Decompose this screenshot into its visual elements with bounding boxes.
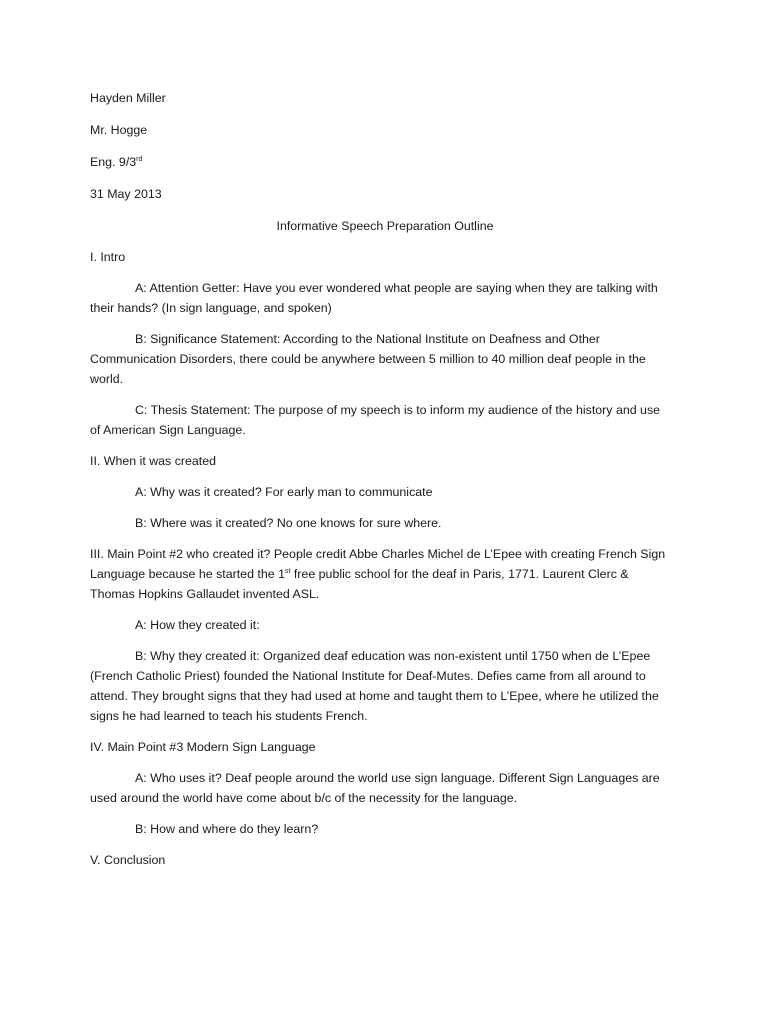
conclusion-heading: V. Conclusion xyxy=(90,853,166,867)
section-3-b-line: signs he had learned to teach his students French. xyxy=(90,709,368,723)
teacher-name: Mr. Hogge xyxy=(90,123,148,137)
section-3-point-a: A: How they created it: xyxy=(135,618,260,632)
section-4-point-a xyxy=(90,768,690,808)
section-3-line: III. Main Point #2 who created it? People credit Abbe Charles Michel de L’Epee with creating French Sign xyxy=(90,547,666,561)
section-3-b-line: attend. They brought signs that they had used at home and taught them to L’Epee, where he utilized the xyxy=(90,689,659,703)
section-3-line2-start: Language because he started the 1 xyxy=(90,567,285,581)
intro-b-line: B: Significance Statement: According to the National Institute on Deafness and Other xyxy=(135,332,600,346)
intro-c-line: of American Sign Language. xyxy=(90,423,246,437)
section-3-paragraph xyxy=(90,544,690,604)
intro-point-a xyxy=(90,278,690,318)
section-2-point-a: A: Why was it created? For early man to communicate xyxy=(135,485,433,499)
intro-a-line: A: Attention Getter: Have you ever wondered what people are saying when they are talking with xyxy=(135,281,658,295)
section-4-a-line: A: Who uses it? Deaf people around the world use sign language. Different Sign Languages are xyxy=(135,771,660,785)
section-3-line2-end: free public school for the deaf in Paris, 1771. Laurent Clerc & xyxy=(290,567,629,581)
course-label xyxy=(90,152,690,172)
section-3-line: Thomas Hopkins Gallaudet invented ASL. xyxy=(90,587,320,601)
intro-b-line: Communication Disorders, there could be anywhere between 5 million to 40 million deaf people in the xyxy=(90,352,646,366)
section-3-point-b xyxy=(90,646,690,726)
course-prefix: Eng. 9/3 xyxy=(90,155,137,169)
section-4-heading: IV. Main Point #3 Modern Sign Language xyxy=(90,740,316,754)
intro-point-b xyxy=(90,329,690,389)
document-date: 31 May 2013 xyxy=(90,187,162,201)
document-title: Informative Speech Preparation Outline xyxy=(276,219,494,233)
section-4-point-b: B: How and where do they learn? xyxy=(135,822,319,836)
intro-a-line: their hands? (In sign language, and spoken) xyxy=(90,301,332,315)
course-superscript: rd xyxy=(136,155,143,163)
section-4-a-line: used around the world have come about b/c of the necessity for the language. xyxy=(90,791,518,805)
intro-heading: I. Intro xyxy=(90,250,126,264)
section-2-heading: II. When it was created xyxy=(90,454,217,468)
ordinal-superscript: st xyxy=(284,567,291,575)
intro-point-c xyxy=(90,400,690,440)
document-page xyxy=(90,88,690,881)
intro-b-line: world. xyxy=(90,372,124,386)
intro-c-line: C: Thesis Statement: The purpose of my speech is to inform my audience of the history and use xyxy=(135,403,661,417)
section-3-b-line: (French Catholic Priest) founded the National Institute for Deaf-Mutes. Defies came from all around to xyxy=(90,669,646,683)
student-name: Hayden Miller xyxy=(90,91,166,105)
section-3-b-line: B: Why they created it: Organized deaf education was non-existent until 1750 when de L’Epee xyxy=(135,649,651,663)
section-2-point-b: B: Where was it created? No one knows for sure where. xyxy=(135,516,442,530)
section-3-line xyxy=(90,564,690,584)
